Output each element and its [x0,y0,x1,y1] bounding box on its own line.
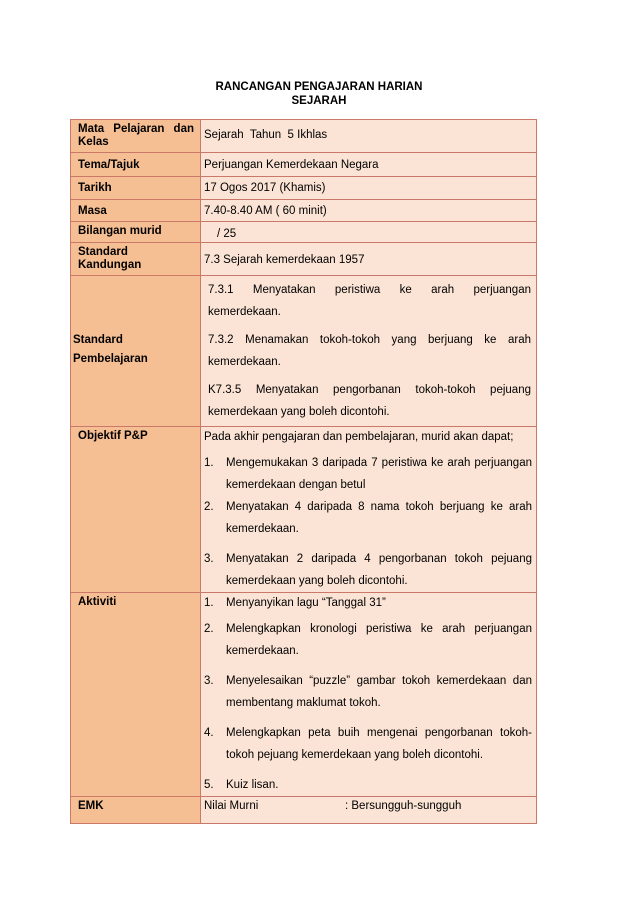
label-tema: Tema/Tajuk [71,153,201,177]
objektif-item-1: 1. Mengemukakan 3 daripada 7 peristiwa ke arah perjuangan kemerdekaan dengan betul [204,457,532,491]
label-mata-pelajaran [71,120,201,153]
row-bilangan [71,222,537,243]
label-standard-pembelajaran: Standard Pembelajaran [71,276,201,427]
emk-nilai-murni: Nilai Murni [204,800,259,812]
row-standard-pembelajaran [71,276,537,427]
row-masa [71,200,537,222]
value-tarikh: 17 Ogos 2017 (Khamis) [201,177,537,200]
objektif-intro: Pada akhir pengajaran dan pembelajaran, murid akan dapat; [204,431,514,443]
value-objektif [201,427,537,593]
sp-item-2: 7.3.2 Menamakan tokoh-tokoh yang berjuang ke arah kemerdekaan. [208,334,531,368]
row-mata-pelajaran [71,120,537,153]
value-mata-pelajaran: Sejarah Tahun 5 Ikhlas [201,120,537,153]
label-aktiviti: Aktiviti [71,593,201,797]
label-bilangan: Bilangan murid [71,222,201,243]
value-tema: Perjuangan Kemerdekaan Negara [201,153,537,177]
value-bilangan: / 25 [201,222,537,243]
objektif-item-2: 2. Menyatakan 4 daripada 8 nama tokoh berjuang ke arah kemerdekaan. [204,501,532,535]
objektif-item-3: 3. Menyatakan 2 daripada 4 pengorbanan tokoh pejuang kemerdekaan yang boleh dicontohi. [204,553,532,587]
label-kelas: Kelas [78,136,109,148]
row-tarikh [71,177,537,200]
label-mata: Mata [78,123,105,135]
label-masa: Masa [71,200,201,222]
label-standard-kandungan: Standard Kandungan [71,243,201,276]
value-aktiviti [201,593,537,797]
document-title-line2: SEJARAH [291,95,347,107]
aktiviti-item-3: 3. Menyelesaikan “puzzle” gambar tokoh kemerdekaan dan membentang maklumat tokoh. [204,675,532,709]
aktiviti-item-1: 1. Menyanyikan lagu “Tanggal 31” [204,597,386,609]
label-pelajaran: Pelajaran [113,123,165,135]
lesson-plan-table [70,119,537,824]
aktiviti-item-5: 5. Kuiz lisan. [204,779,279,791]
label-emk: EMK [71,797,201,824]
row-tema [71,153,537,177]
document-title-line1: RANCANGAN PENGAJARAN HARIAN [215,81,423,93]
label-objektif: Objektif P&P [71,427,201,593]
sp-item-1: 7.3.1 Menyatakan peristiwa ke arah perjuangan kemerdekaan. [208,284,531,318]
label-tarikh: Tarikh [71,177,201,200]
row-emk [71,797,537,824]
row-aktiviti [71,593,537,797]
sp-item-3: K7.3.5 Menyatakan pengorbanan tokoh-tokoh pejuang kemerdekaan yang boleh dicontohi. [208,384,531,418]
value-masa: 7.40-8.40 AM ( 60 minit) [201,200,537,222]
row-standard-kandungan [71,243,537,276]
value-emk [201,797,537,824]
aktiviti-item-2: 2. Melengkapkan kronologi peristiwa ke arah perjuangan kemerdekaan. [204,623,532,657]
aktiviti-item-4: 4. Melengkapkan peta buih mengenai pengorbanan tokoh- tokoh pejuang kemerdekaan yang boleh dicontohi. [204,727,532,761]
value-standard-kandungan: 7.3 Sejarah kemerdekaan 1957 [201,243,537,276]
value-standard-pembelajaran [201,276,537,427]
emk-value: : Bersungguh-sungguh [345,800,462,812]
label-dan: dan [173,123,194,135]
row-objektif [71,427,537,593]
